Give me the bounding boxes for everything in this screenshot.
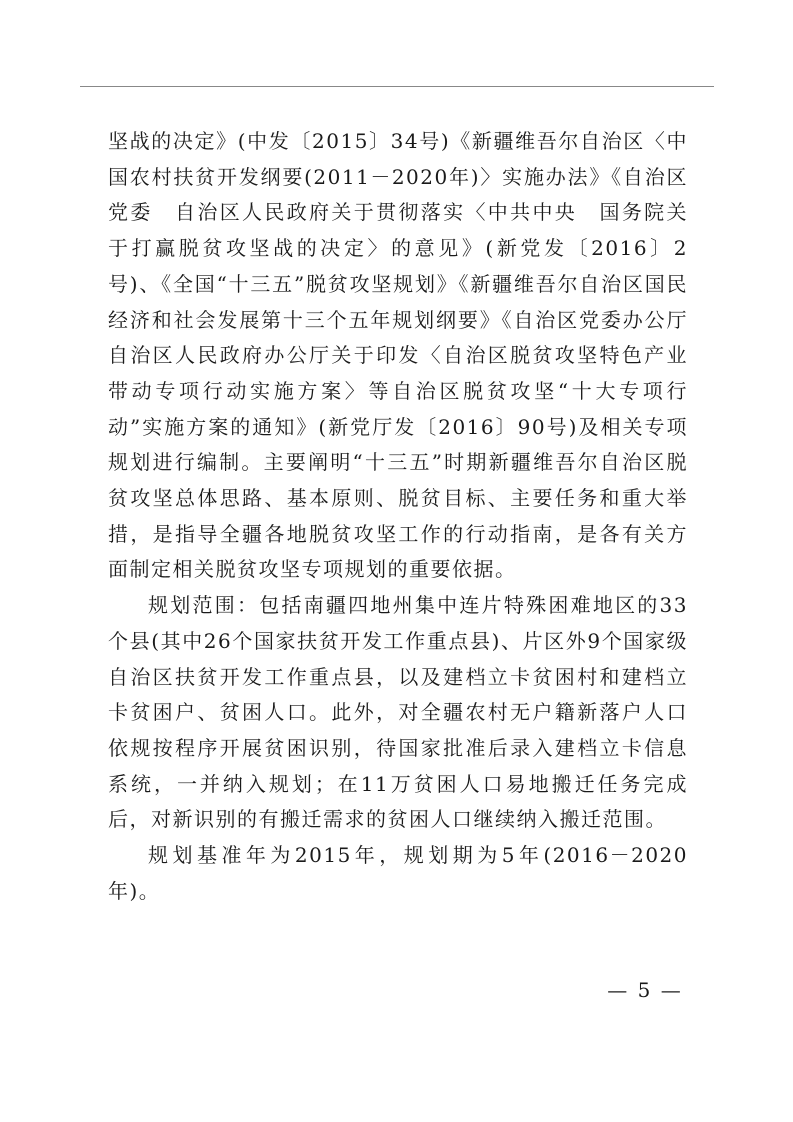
paragraph-continuation: 坚战的决定》(中发〔2015〕34号)《新疆维吾尔自治区〈中国农村扶贫开发纲要(2011－2020年)〉实施办法》《自治区党委 自治区人民政府关于贯彻落实〈中共中央 国务院关于打赢脱贫攻坚战的决定〉的意见》(新党发〔2016〕2号)、《全国“十三五”脱贫攻坚规划》《新疆维吾尔自治区国民经济和社会发展第十三个五年规划纲要》《自治区党委办公厅 自治区人民政府办公厅关于印发〈自治区脱贫攻坚特色产业带动专项行动实施方案〉等自治区脱贫攻坚“十大专项行动”实施方案的通知》(新党厅发〔2016〕90号)及相关专项规划进行编制。主要阐明“十三五”时期新疆维吾尔自治区脱贫攻坚总体思路、基本原则、脱贫目标、主要任务和重大举措，是指导全疆各地脱贫攻坚工作的行动指南，是各有关方面制定相关脱贫攻坚专项规划的重要依据。 [108, 129, 710, 582]
paragraph-planning-period: 规划基准年为2015年，规划期为5年(2016－2020年)。 [108, 843, 688, 903]
header-rule [80, 86, 714, 87]
page-number: — 5 — [607, 978, 683, 1002]
paragraph-planning-scope: 规划范围：包括南疆四地州集中连片特殊困难地区的33个县(其中26个国家扶贫开发工作重点县)、片区外9个国家级自治区扶贫开发工作重点县，以及建档立卡贫困村和建档立卡贫困户、贫困人口。此外，对全疆农村无户籍新落户人口依规按程序开展贫困识别，待国家批准后录入建档立卡信息系统，一并纳入规划；在11万贫困人口易地搬迁任务完成后，对新识别的有搬迁需求的贫困人口继续纳入搬迁范围。 [108, 593, 688, 832]
document-body [108, 124, 710, 909]
